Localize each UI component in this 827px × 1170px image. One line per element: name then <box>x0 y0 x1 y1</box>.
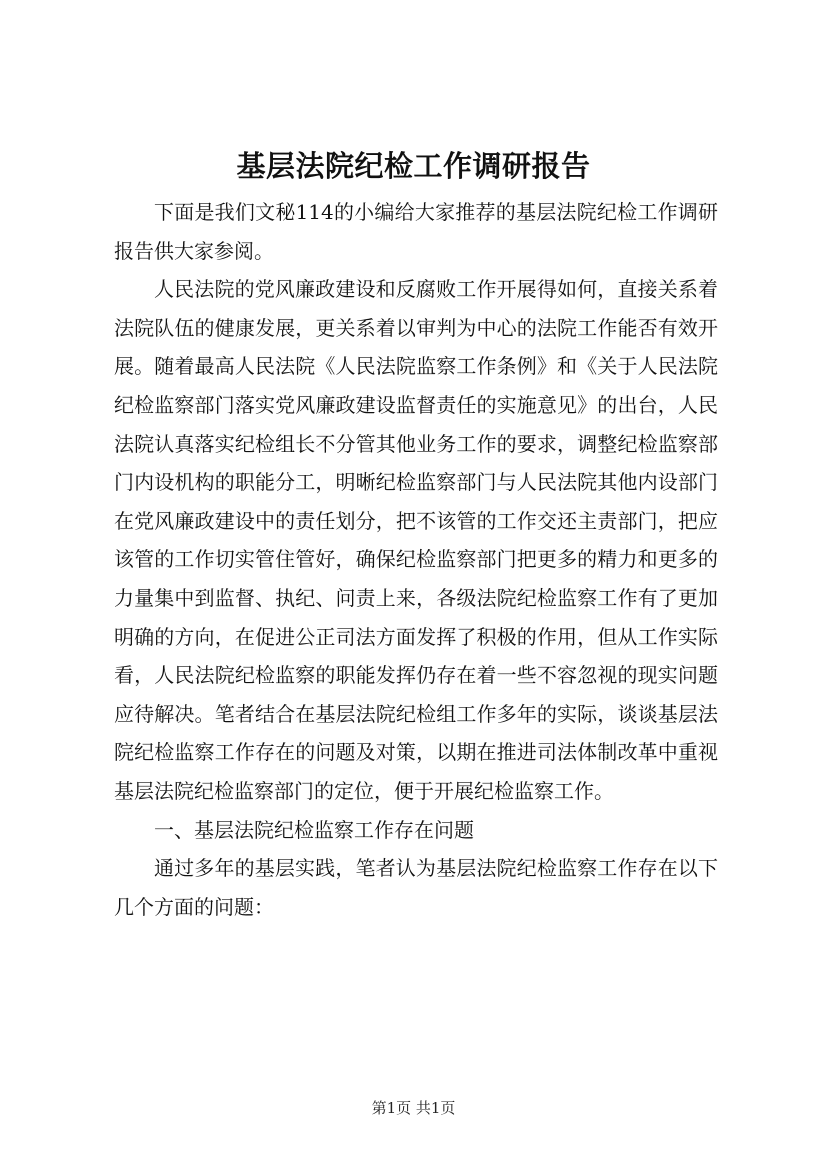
background-paragraph: 人民法院的党风廉政建设和反腐败工作开展得如何，直接关系着法院队伍的健康发展，更关系着以审判为中心的法院工作能否有效开展。随着最高人民法院《人民法院监察工作条例》和《关于人民法院纪检监察部门落实党风廉政建设监督责任的实施意见》的出台，人民法院认真落实纪检组长不分管其他业务工作的要求，调整纪检监察部门内设机构的职能分工，明晰纪检监察部门与人民法院其他内设部门在党风廉政建设中的责任划分，把不该管的工作交还主责部门，把应该管的工作切实管住管好，确保纪检监察部门把更多的精力和更多的力量集中到监督、执纪、问责上来，各级法院纪检监察工作有了更加明确的方向，在促进公正司法方面发挥了积极的作用，但从工作实际看，人民法院纪检监察的职能发挥仍存在着一些不容忽视的现实问题应待解决。笔者结合在基层法院纪检组工作多年的实际，谈谈基层法院纪检监察工作存在的问题及对策，以期在推进司法体制改革中重视基层法院纪检监察部门的定位，便于开展纪检监察工作。 <box>114 277 718 803</box>
section-intro-paragraph: 通过多年的基层实践，笔者认为基层法院纪检监察工作存在以下几个方面的问题： <box>114 856 718 919</box>
page-number: 第1页 共1页 <box>371 1099 456 1117</box>
document-title: 基层法院纪检工作调研报告 <box>236 149 591 183</box>
section-heading: 一、基层法院纪检监察工作存在问题 <box>154 817 474 842</box>
intro-paragraph: 下面是我们文秘114的小编给大家推荐的基层法院纪检工作调研报告供大家参阅。 <box>114 200 718 263</box>
document-body <box>114 193 718 926</box>
